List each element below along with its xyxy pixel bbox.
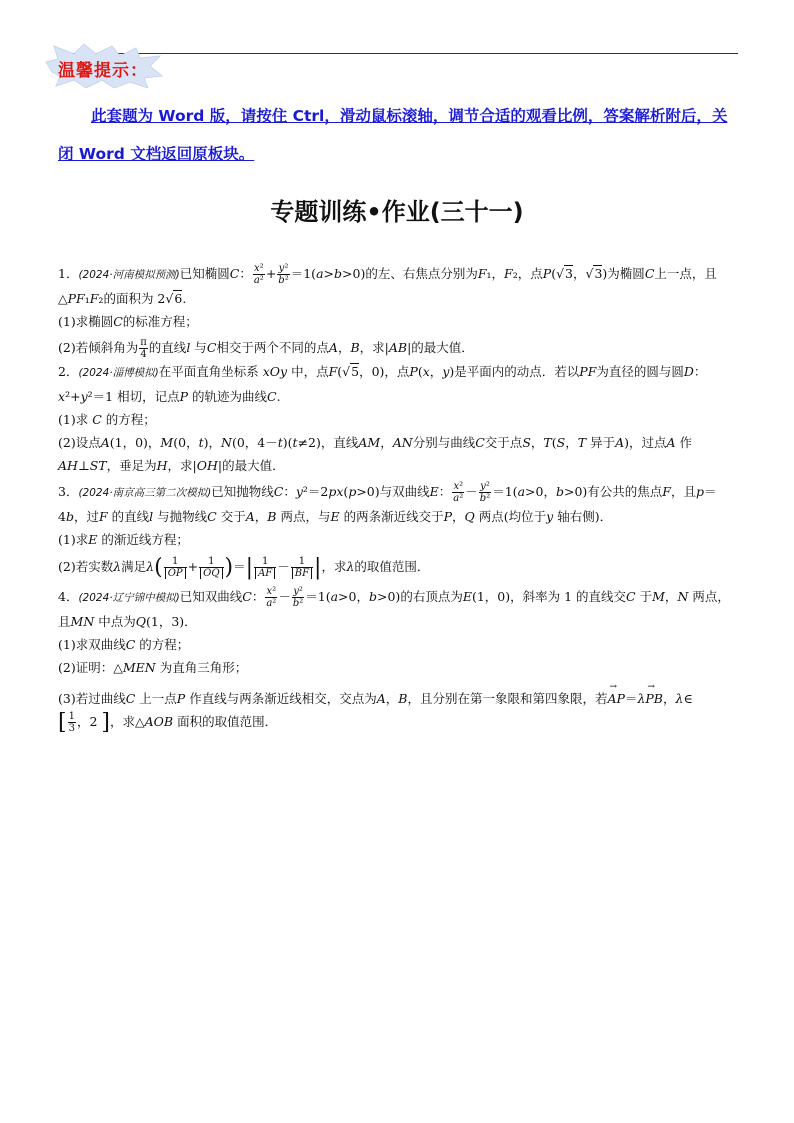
question-1-part-2: (2)若倾斜角为 $\frac{\pi}{4}$ 的直线l 与C相交于两个不同的点A，B，求|AB|的最大值． — [58, 337, 474, 360]
question-3-part-1: (1)求E 的渐近线方程； — [58, 532, 189, 547]
question-2-part-2: (2)设点A(1，0)，M(0，t)，N(0，4－t)(t≠2)，直线AM，AN分别与曲线C交于点S，T(S，T 异于A)，过点A 作 AH⊥ST，垂足为H，求|OH|的最大值． — [58, 435, 693, 473]
tip-label: 温馨提示： — [58, 61, 148, 81]
question-3-part-2: (2)若实数λ满足λ( $\frac{1}{OP}$ + $\frac{1}{OQ}$ )＝| $\frac{1}{AF}$ － $\frac{1}{BF}$ |，求λ的取值范围． — [58, 555, 430, 580]
page-title: 专题训练•作业(三十一) — [270, 198, 524, 226]
notice-text: 此套题为 Word 版，请按住 Ctrl，滑动鼠标滚轴，调节合适的观看比例，答案解析附后，关闭 Word 文档返回原板块。 — [58, 107, 728, 163]
usage-notice — [58, 97, 740, 173]
question-4-part-1: (1)求双曲线C 的方程； — [58, 637, 190, 652]
question-4: 4．(2024·辽宁锦中模拟)已知双曲线C： $\frac{\text{x²}}{\text{a²}}$ － $\frac{\text{y²}}{\text{b²}}$ ＝1(a>0，b>0)的右顶点为E(1，0)，斜率为 1 的直线交C 于M，N 两点，且MN 中点为Q(1，3)． — [58, 586, 730, 629]
question-4-part-2: (2)证明：△MEN 为直角三角形； — [58, 660, 248, 675]
question-3: 3．(2024·南京高三第二次模拟)已知抛物线C：y²＝2px(p>0)与双曲线E： $\frac{\text{x²}}{\text{a²}}$ － $\frac{\text{y²}}{\text{b²}}$ ＝1(a>0，b>0)有公共的焦点F，且p＝4b，过F 的直线l 与抛物线C 交于A，B 两点，与E 的两条渐近线交于P，Q 两点(均位于y 轴右侧)． — [58, 481, 717, 524]
question-1-part-1: (1)求椭圆C的标准方程； — [58, 314, 198, 329]
question-2-part-1: (1)求 C 的方程； — [58, 412, 156, 427]
question-list — [58, 262, 740, 734]
question-1: 1．(2024·河南模拟预测)已知椭圆C： $\frac{\text{x²}}{\text{a²}}$ + $\frac{\text{y²}}{\text{b²}}$ ＝1(a>b>0)的左、右焦点分别为F₁，F₂，点P(√3，√3)为椭圆C上一点，且△PF₁F₂的面积为 2√6. — [58, 263, 717, 306]
tip-badge — [44, 42, 164, 88]
question-2: 2．(2024·淄博模拟)在平面直角坐标系 xOy 中，点F(√5，0)，点P(x，y)是平面内的动点．若以PF为直径的圆与圆D：x²+y²＝1 相切，记点P 的轨迹为曲线C. — [58, 364, 707, 404]
question-4-part-3-range: [ $\frac{1}{3}$ ，2 ]，求△AOB 面积的取值范围． — [58, 710, 278, 735]
question-4-part-3: (3)若过曲线C 上一点P 作直线与两条渐近线相交，交点为A，B，且分别在第一象限和第四象限，若→ AP＝λ→ PB，λ∈ — [58, 687, 740, 710]
